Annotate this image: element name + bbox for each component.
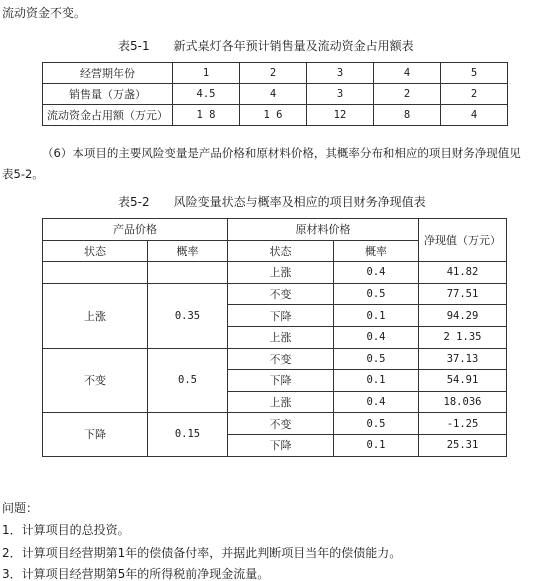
table-cell: 3 [307,84,374,105]
table-cell: 94.29 [419,305,507,327]
row-label: 流动资金占用额（万元） [43,105,173,126]
table-cell: 1 6 [240,105,307,126]
table-cell: 77.51 [419,283,507,305]
product-price-header: 产品价格 [43,219,228,241]
question-3: 3．计算项目经营期第5年的所得税前净现金流量。 [2,567,270,581]
table-cell: 4 [441,105,508,126]
table-cell: 2 [374,84,441,105]
state-header: 状态 [228,240,334,262]
table-cell: 不变 [228,348,334,370]
table-cell: 3 [307,63,374,84]
table-cell: 0.4 [334,391,419,413]
table-cell: -1.25 [419,413,507,435]
question-1: 1．计算项目的总投资。 [2,523,130,537]
table-cell: 54.91 [419,370,507,392]
table-cell: 0.5 [334,283,419,305]
table-cell: 2 [441,84,508,105]
table-cell: 37.13 [419,348,507,370]
table-cell: 下降 [228,305,334,327]
table-row [43,84,508,105]
table-cell: 2 [240,63,307,84]
table-cell: 0.4 [334,262,419,284]
product-probability-cell: 0.5 [148,348,228,413]
table-cell: 25.31 [419,434,507,456]
table-cell: 0.1 [334,434,419,456]
state-header: 状态 [43,240,148,262]
probability-header: 概率 [148,240,228,262]
table-cell: 4.5 [173,84,240,105]
table-row [43,283,507,305]
product-state-cell: 不变 [43,348,148,413]
table-cell: 1 [173,63,240,84]
table-cell: 0.5 [334,348,419,370]
table-row [43,413,507,435]
table-cell: 8 [374,105,441,126]
question-2: 2．计算项目经营期第1年的偿债备付率，并据此判断项目当年的偿债能力。 [2,546,402,560]
table-cell: 0.5 [334,413,419,435]
table-cell: 0.1 [334,305,419,327]
table-cell [43,262,148,284]
table-cell: 不变 [228,283,334,305]
table-5-2 [42,218,507,457]
table-row [43,63,508,84]
row-label: 销售量（万盏） [43,84,173,105]
table1-caption: 表5-1 新式桌灯各年预计销售量及流动资金占用额表 [118,39,414,53]
table-5-1 [42,62,508,126]
table-row [43,348,507,370]
probability-header: 概率 [334,240,419,262]
table-cell: 下降 [228,434,334,456]
product-state-cell: 下降 [43,413,148,456]
table-cell: 2 1.35 [419,326,507,348]
npv-header: 净现值（万元） [419,219,507,262]
questions-title: 问题： [2,501,39,515]
table-cell: 不变 [228,413,334,435]
table-row [43,262,507,284]
table-cell: 下降 [228,370,334,392]
table-cell: 0.1 [334,370,419,392]
table-cell: 5 [441,63,508,84]
table-cell: 0.4 [334,326,419,348]
table2-caption: 表5-2 风险变量状态与概率及相应的项目财务净现值表 [118,195,426,209]
intro-line: 流动资金不变。 [2,6,87,20]
table-cell: 上涨 [228,326,334,348]
table-row [43,105,508,126]
product-probability-cell: 0.35 [148,283,228,348]
table-cell [148,262,228,284]
table-cell: 18.036 [419,391,507,413]
table-cell: 1 8 [173,105,240,126]
table-cell: 上涨 [228,391,334,413]
table-cell: 12 [307,105,374,126]
row-label: 经营期年份 [43,63,173,84]
material-price-header: 原材料价格 [228,219,419,241]
table-row [43,219,507,241]
table-cell: 上涨 [228,262,334,284]
paragraph-6-line-1: （6）本项目的主要风险变量是产品价格和原材料价格，其概率分布和相应的项目财务净现值见 [42,146,521,160]
table-cell: 4 [374,63,441,84]
table-cell: 4 [240,84,307,105]
table-cell: 41.82 [419,262,507,284]
product-probability-cell: 0.15 [148,413,228,456]
paragraph-6-line-2: 表5-2。 [2,167,44,181]
product-state-cell: 上涨 [43,283,148,348]
